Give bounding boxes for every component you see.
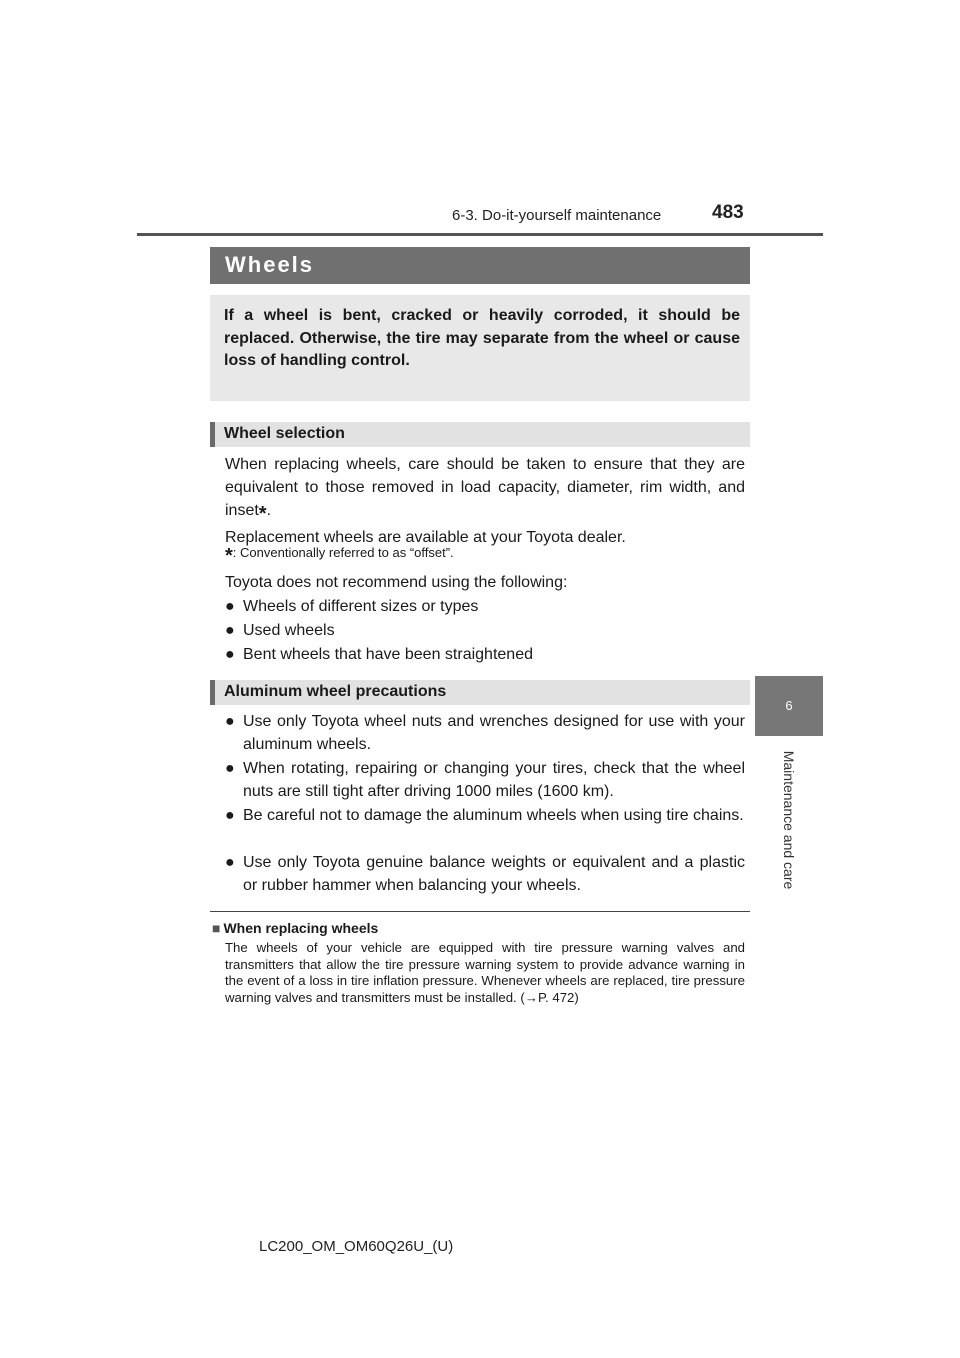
list-item	[225, 851, 745, 897]
list-intro: Toyota does not recommend using the following:	[225, 574, 568, 591]
bullet-icon: ●	[225, 760, 235, 777]
list-item	[225, 619, 745, 642]
page-number: 483	[712, 202, 744, 223]
list-item-text: Be careful not to damage the aluminum wheels when using tire chains.	[243, 807, 744, 824]
list-item-text: Use only Toyota genuine balance weights or equivalent and a plastic or rubber hammer when balancing your wheels.	[243, 854, 745, 894]
square-icon: ■	[212, 920, 221, 936]
chapter-tab	[755, 676, 823, 736]
heading-marker	[210, 422, 215, 447]
note-divider	[210, 911, 750, 912]
footnote-text: : Conventionally referred to as “offset”.	[232, 545, 454, 560]
sentence-end: .	[266, 502, 272, 519]
wheel-selection-paragraph	[225, 453, 745, 549]
list-item-text: Use only Toyota wheel nuts and wrenches designed for use with your aluminum wheels.	[243, 713, 745, 753]
chapter-label: Maintenance and care	[781, 750, 797, 890]
wheel-selection-heading	[210, 422, 750, 447]
bullet-icon: ●	[225, 854, 235, 871]
wheel-selection-text: When replacing wheels, care should be taken to ensure that they are equivalent to those removed in load capacity, diameter, rim width, and inset	[225, 456, 745, 519]
bullet-icon: ●	[225, 646, 235, 663]
page-title-bar	[210, 247, 750, 284]
note-body: The wheels of your vehicle are equipped with tire pressure warning valves and transmitters that allow the tire pressure warning system to provide advance warning in the event of a loss in tire inflation pressure. Whenever wheels are replaced, tire pressure warning valves and transmitters must be installed. (→P. 472)	[225, 940, 745, 1005]
list-item-text: Wheels of different sizes or types	[243, 598, 479, 615]
list-item	[225, 595, 745, 618]
intro-box	[210, 295, 750, 401]
list-item	[225, 757, 745, 803]
bullet-icon: ●	[225, 807, 235, 824]
bullet-icon: ●	[225, 622, 235, 639]
list-item-text: Bent wheels that have been straightened	[243, 646, 533, 663]
note-heading-text: When replacing wheels	[223, 920, 379, 936]
footnote	[225, 545, 745, 568]
list-item	[225, 710, 745, 756]
bullet-icon: ●	[225, 713, 235, 730]
heading-marker	[210, 680, 215, 705]
note-heading	[212, 920, 378, 936]
bullet-icon: ●	[225, 598, 235, 615]
page-title: Wheels	[225, 252, 315, 277]
section-title: 6-3. Do-it-yourself maintenance	[452, 207, 662, 224]
list-item-text: Used wheels	[243, 622, 335, 639]
chapter-number: 6	[785, 698, 793, 713]
aluminum-heading-text: Aluminum wheel precautions	[224, 683, 447, 700]
wheel-selection-heading-text: Wheel selection	[224, 425, 345, 442]
aluminum-heading	[210, 680, 750, 705]
list-item	[225, 804, 745, 827]
list-item-text: When rotating, repairing or changing your tires, check that the wheel nuts are still tight after driving 1000 miles (1600 km).	[243, 760, 745, 800]
asterisk-marker: *	[258, 503, 267, 525]
list-item	[225, 643, 745, 666]
header-divider	[137, 233, 823, 236]
dealer-text: Replacement wheels are available at your Toyota dealer.	[225, 529, 626, 546]
document-code: LC200_OM_OM60Q26U_(U)	[259, 1238, 454, 1255]
footnote-marker: *	[225, 545, 233, 567]
intro-text: If a wheel is bent, cracked or heavily corroded, it should be replaced. Otherwise, the tire may separate from the wheel or cause loss of handling control.	[224, 307, 740, 369]
